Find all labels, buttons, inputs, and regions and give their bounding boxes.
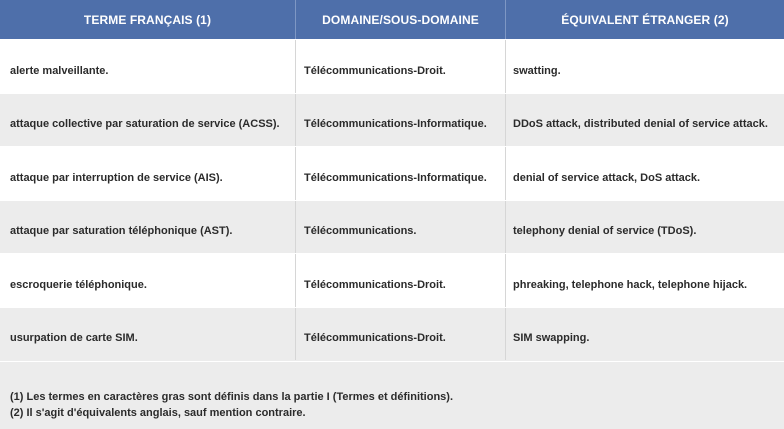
note-1: (1) Les termes en caractères gras sont définis dans la partie I (Termes et définitions). <box>10 391 453 403</box>
header-equivalent-etranger: ÉQUIVALENT ÉTRANGER (2) <box>505 0 784 39</box>
cell-domaine: Télécommunications-Informatique. <box>295 94 505 147</box>
cell-terme: attaque collective par saturation de service (ACSS). <box>10 118 280 131</box>
header-terme-francais: TERME FRANÇAIS (1) <box>83 12 212 27</box>
cell-domaine: Télécommunications-Informatique. <box>295 147 505 200</box>
table-row <box>0 307 784 361</box>
cell-domaine: Télécommunications. <box>295 201 505 254</box>
cell-equivalent: DDoS attack, distributed denial of service attack. <box>505 94 784 147</box>
cell-equivalent: swatting. <box>505 40 784 93</box>
cell-terme: attaque par interruption de service (AIS). <box>10 171 223 184</box>
header-domaine: DOMAINE/SOUS-DOMAINE <box>295 0 505 39</box>
table-row <box>0 39 784 93</box>
table-notes <box>0 361 784 429</box>
note-2: (2) Il s'agit d'équivalents anglais, sauf mention contraire. <box>10 407 306 419</box>
cell-terme: escroquerie téléphonique. <box>10 278 147 291</box>
table-row <box>0 253 784 307</box>
cell-terme: attaque par saturation téléphonique (AST). <box>10 225 233 238</box>
cell-domaine: Télécommunications-Droit. <box>295 254 505 307</box>
cell-domaine: Télécommunications-Droit. <box>295 308 505 361</box>
table-row <box>0 200 784 254</box>
table-row <box>0 93 784 147</box>
cell-domaine: Télécommunications-Droit. <box>295 40 505 93</box>
table-header <box>0 0 784 39</box>
table-row <box>0 146 784 200</box>
cell-equivalent: denial of service attack, DoS attack. <box>505 147 784 200</box>
cell-equivalent: phreaking, telephone hack, telephone hijack. <box>505 254 784 307</box>
cell-equivalent: SIM swapping. <box>505 308 784 361</box>
cell-equivalent: telephony denial of service (TDoS). <box>505 201 784 254</box>
table-body <box>0 39 784 360</box>
cell-terme: usurpation de carte SIM. <box>10 332 138 345</box>
cell-terme: alerte malveillante. <box>10 64 109 77</box>
